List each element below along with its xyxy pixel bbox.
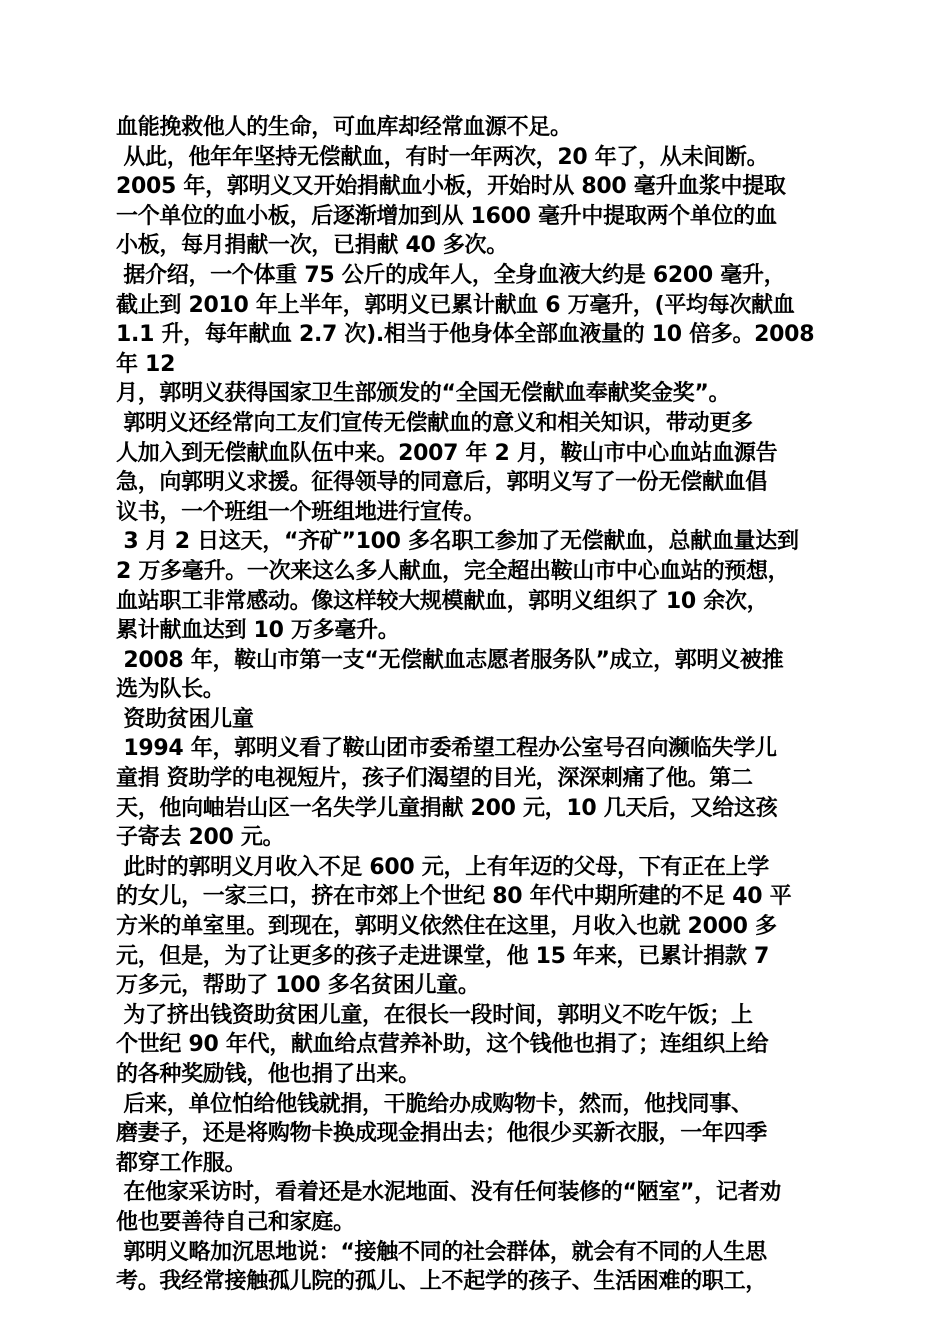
text-line: 截止到 2010 年上半年，郭明义已累计献血 6 万毫升，(平均每次献血 bbox=[116, 292, 795, 318]
text-line: 议书，一个班组一个班组地进行宣传。 bbox=[116, 499, 485, 525]
text-line: 郭明义略加沉思地说：“接触不同的社会群体，就会有不同的人生思 bbox=[116, 1239, 767, 1265]
text-line: 后来，单位怕给他钱就捐，干脆给办成购物卡，然而，他找同事、 bbox=[116, 1091, 753, 1117]
text-line: 方米的单室里。到现在，郭明义依然住在这里，月收入也就 2000 多 bbox=[116, 914, 777, 940]
text-line: 年 12 bbox=[116, 351, 176, 377]
text-line: 从此，他年年坚持无偿献血，有时一年两次，20 年了，从未间断。 bbox=[116, 144, 769, 170]
text-line: 据介绍，一个体重 75 公斤的成年人，全身血液大约是 6200 毫升， bbox=[116, 262, 786, 288]
text-line: 此时的郭明义月收入不足 600 元，上有年迈的父母，下有正在上学 bbox=[116, 854, 770, 880]
text-line: 1.1 升，每年献血 2.7 次).相当于他身体全部血液量的 10 倍多。2008 bbox=[116, 322, 815, 348]
text-line: 在他家采访时，看着还是水泥地面、没有任何装修的“陋室”，记者劝 bbox=[116, 1180, 781, 1206]
text-line: 考。我经常接触孤儿院的孤儿、上不起学的孩子、生活困难的职工， bbox=[116, 1269, 768, 1295]
text-line: 急，向郭明义求援。征得领导的同意后，郭明义写了一份无偿献血倡 bbox=[116, 470, 768, 496]
text-line: 童捐 资助学的电视短片，孩子们渴望的目光，深深刺痛了他。第二 bbox=[116, 766, 753, 792]
text-line: 2005 年，郭明义又开始捐献血小板，开始时从 800 毫升血浆中提取 bbox=[116, 174, 786, 200]
text-line: 选为队长。 bbox=[116, 677, 225, 703]
text-line: 都穿工作服。 bbox=[116, 1150, 247, 1176]
text-line: 他也要善待自己和家庭。 bbox=[116, 1209, 355, 1235]
text-line: 月，郭明义获得国家卫生部颁发的“全国无偿献血奉献奖金奖”。 bbox=[116, 381, 731, 407]
text-line: 元，但是，为了让更多的孩子走进课堂，他 15 年来，已累计捐款 7 bbox=[116, 943, 770, 969]
text-line: 小板，每月捐献一次，已捐献 40 多次。 bbox=[116, 233, 508, 259]
text-line: 1994 年，郭明义看了鞍山团市委希望工程办公室号召向濒临失学儿 bbox=[116, 736, 777, 762]
text-line: 血能挽救他人的生命，可血库却经常血源不足。 bbox=[116, 115, 572, 140]
text-line: 万多元，帮助了 100 多名贫困儿童。 bbox=[116, 973, 480, 999]
text-line: 郭明义还经常向工友们宣传无偿献血的意义和相关知识，带动更多 bbox=[116, 410, 753, 436]
text-line: 天，他向岫岩山区一名失学儿童捐献 200 元，10 几天后，又给这孩 bbox=[116, 795, 778, 821]
text-line: 3 月 2 日这天，“齐矿”100 多名职工参加了无偿献血，总献血量达到 bbox=[116, 529, 799, 555]
text-line: 累计献血达到 10 万多毫升。 bbox=[116, 618, 400, 644]
text-line: 的女儿，一家三口，挤在市郊上个世纪 80 年代中期所建的不足 40 平 bbox=[116, 884, 792, 910]
text-line: 为了挤出钱资助贫困儿童，在很长一段时间，郭明义不吃午饭；上 bbox=[116, 1002, 753, 1028]
text-line: 磨妻子，还是将购物卡换成现金捐出去；他很少买新衣服，一年四季 bbox=[116, 1121, 768, 1147]
text-line: 一个单位的血小板，后逐渐增加到从 1600 毫升中提取两个单位的血 bbox=[116, 203, 777, 229]
text-line: 子寄去 200 元。 bbox=[116, 825, 285, 851]
text-line: 2 万多毫升。一次来这么多人献血，完全超出鞍山市中心血站的预想， bbox=[116, 558, 790, 584]
text-line: 血站职工非常感动。像这样较大规模献血，郭明义组织了 10 余次， bbox=[116, 588, 769, 614]
text-line: 个世纪 90 年代，献血给点营养补助，这个钱他也捐了；连组织上给 bbox=[116, 1032, 769, 1058]
text-line: 的各种奖励钱，他也捐了出来。 bbox=[116, 1062, 420, 1087]
body-text bbox=[116, 113, 844, 1297]
text-line: 人加入到无偿献血队伍中来。2007 年 2 月，鞍山市中心血站血源告 bbox=[116, 440, 778, 466]
section-heading: 资助贫困儿童 bbox=[116, 706, 254, 732]
text-line: 2008 年，鞍山市第一支“无偿献血志愿者服务队”成立，郭明义被推 bbox=[116, 647, 784, 673]
